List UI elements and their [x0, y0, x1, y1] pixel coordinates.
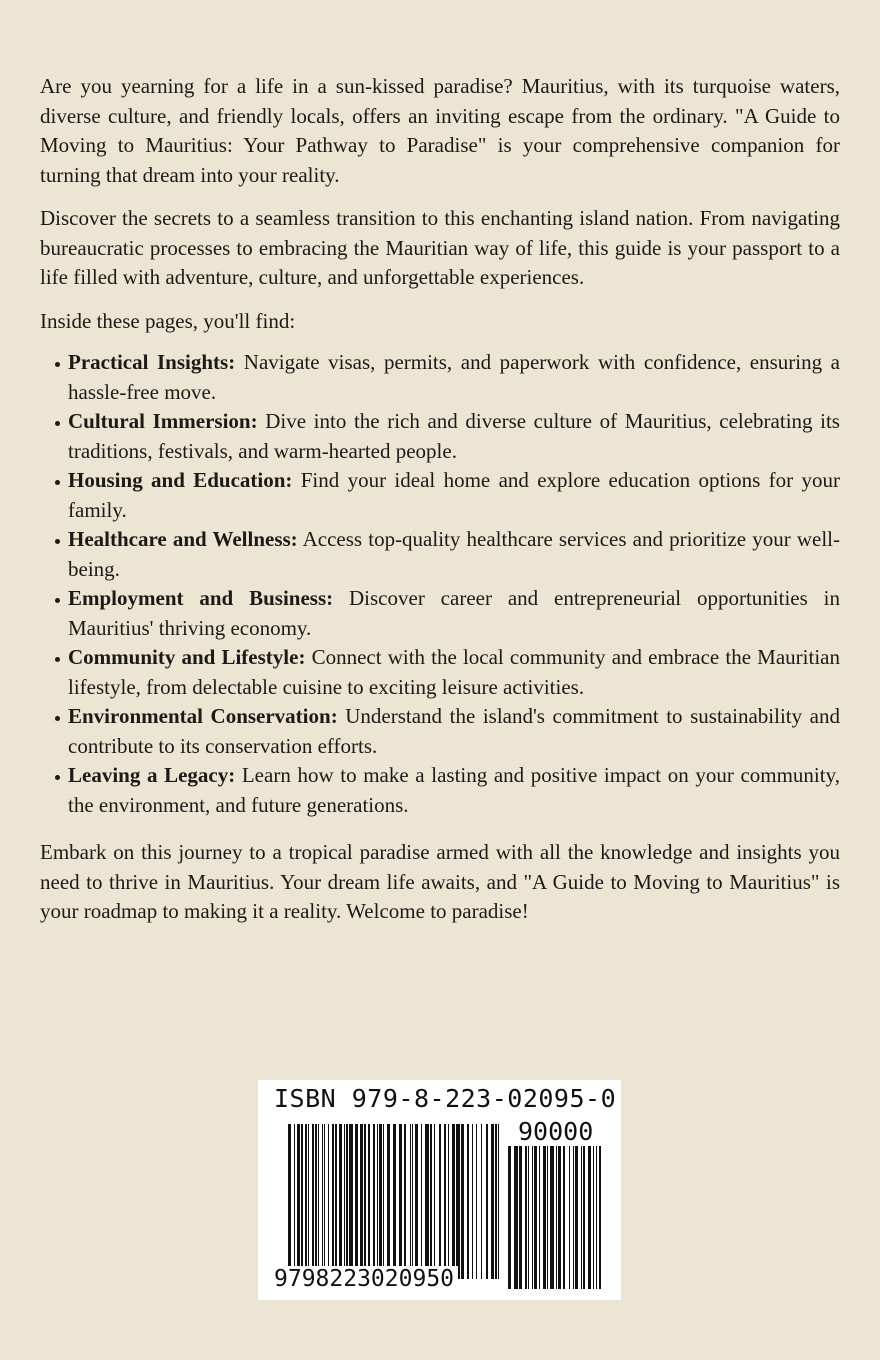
barcode-bar [448, 1124, 449, 1279]
barcode-bar [322, 1124, 323, 1279]
feature-item [40, 584, 840, 643]
barcode-bar [486, 1124, 488, 1279]
barcode-bar [349, 1124, 353, 1279]
barcode-bar [434, 1124, 435, 1279]
feature-title: Environmental Conservation: [68, 704, 338, 728]
feature-title: Employment and Business: [68, 586, 334, 610]
isbn-label: ISBN 979-8-223-02095-0 [274, 1084, 617, 1113]
barcode-bar [547, 1146, 548, 1289]
barcode-bar [514, 1146, 518, 1289]
barcode-bar [588, 1146, 591, 1289]
barcode-bar [528, 1146, 529, 1289]
barcode-bar [573, 1146, 574, 1289]
barcode-bar [599, 1146, 601, 1289]
barcode-bar [301, 1124, 303, 1279]
barcode-bar [308, 1124, 309, 1279]
barcode-bar [596, 1146, 597, 1289]
barcode-bar [324, 1124, 325, 1279]
barcode-bar [379, 1124, 382, 1279]
barcode-bar [452, 1124, 455, 1279]
barcode-bar [543, 1146, 546, 1289]
feature-title: Leaving a Legacy: [68, 763, 236, 787]
feature-text: Find your ideal home and explore education options for your family. [68, 468, 840, 522]
barcode-bar [439, 1124, 441, 1279]
barcode-bar [425, 1124, 429, 1279]
price-code: 90000 [518, 1117, 594, 1146]
barcode-bar [491, 1124, 494, 1279]
barcode-bar [364, 1124, 366, 1279]
barcode-bar [519, 1146, 522, 1289]
barcode-bar [383, 1124, 384, 1279]
barcode-bar [539, 1146, 540, 1289]
feature-text: Dive into the rich and diverse culture of Mauritius, celebrating its traditions, festivals, and warm-hearted people. [68, 409, 840, 463]
barcode-bar [563, 1146, 565, 1289]
feature-list [40, 348, 840, 820]
barcode-bar [344, 1124, 345, 1279]
barcode-bar [410, 1124, 411, 1279]
barcode-bar [534, 1146, 537, 1289]
barcode-bar [393, 1124, 396, 1279]
barcode-bar [297, 1124, 300, 1279]
feature-item [40, 761, 840, 820]
barcode-bar [318, 1124, 319, 1279]
barcode-bar [481, 1124, 482, 1279]
feature-title: Community and Lifestyle: [68, 645, 306, 669]
closing-paragraph: Embark on this journey to a tropical paradise armed with all the knowledge and insights you need to thrive in Mauritius. Your dream life awaits, and "A Guide to Moving to Mauritius" is your roadmap to making it a reality. Welcome to paradise! [40, 840, 840, 923]
discover-paragraph: Discover the secrets to a seamless transition to this enchanting island nation. From navigating bureaucratic processes to embracing the Mauritian way of life, this guide is your passport to a life filled with adventure, culture, and unforgettable experiences. [40, 206, 840, 289]
isbn-barcode [258, 1080, 621, 1300]
barcode-bar [556, 1146, 557, 1289]
barcode-bar [312, 1124, 314, 1279]
feature-title: Housing and Education: [68, 468, 293, 492]
barcode-bar [461, 1124, 464, 1279]
feature-text: Access top-quality healthcare services and prioritize your well-being. [68, 527, 840, 581]
barcode-bar [430, 1124, 432, 1279]
barcode-bar [508, 1146, 511, 1289]
barcode-bar [456, 1124, 460, 1279]
inside-heading: Inside these pages, you'll find: [40, 308, 296, 333]
barcode-bar [498, 1124, 499, 1279]
barcode-bar [328, 1124, 329, 1279]
barcode-bar [332, 1124, 334, 1279]
barcode-bar [583, 1146, 585, 1289]
barcode-bar [373, 1124, 375, 1279]
barcode-bar [355, 1124, 358, 1279]
barcode-bar [593, 1146, 594, 1289]
barcode-bar [569, 1146, 570, 1289]
barcode-bars-addon [508, 1146, 604, 1289]
barcode-bar [415, 1124, 418, 1279]
feature-text: Navigate visas, permits, and paperwork with confidence, ensuring a hassle-free move. [68, 350, 840, 404]
barcode-bar [399, 1124, 402, 1279]
feature-title: Practical Insights: [68, 350, 236, 374]
barcode-bar [315, 1124, 317, 1279]
barcode-bar [368, 1124, 370, 1279]
feature-item [40, 525, 840, 584]
barcode-bar [532, 1146, 533, 1289]
barcode-bar [581, 1146, 582, 1289]
barcode-bar [550, 1146, 554, 1289]
ean-digits: 9798223020950 [274, 1266, 458, 1292]
barcode-bar [421, 1124, 422, 1279]
feature-text: Connect with the local community and embrace the Mauritian lifestyle, from delectable cuisine to exciting leisure activities. [68, 645, 840, 699]
feature-item [40, 466, 840, 525]
feature-text: Learn how to make a lasting and positive impact on your community, the environment, and future generations. [68, 763, 840, 817]
barcode-bar [360, 1124, 363, 1279]
barcode-bar [525, 1146, 527, 1289]
barcode-bar [387, 1124, 390, 1279]
barcode-bar [558, 1146, 561, 1289]
barcode-bar [472, 1124, 473, 1279]
barcode-bar [476, 1124, 477, 1279]
feature-title: Cultural Immersion: [68, 409, 258, 433]
feature-text: Discover career and entrepreneurial opportunities in Mauritius' thriving economy. [68, 586, 840, 640]
barcode-bar [495, 1124, 497, 1279]
barcode-bar [575, 1146, 578, 1289]
feature-title: Healthcare and Wellness: [68, 527, 298, 551]
feature-text: Understand the island's commitment to sustainability and contribute to its conservation efforts. [68, 704, 840, 758]
feature-item [40, 348, 840, 407]
barcode-bar [377, 1124, 378, 1279]
barcode-bar [294, 1124, 295, 1279]
feature-item [40, 702, 840, 761]
barcode-bar [335, 1124, 337, 1279]
barcode-bar [305, 1124, 307, 1279]
barcode-bar [467, 1124, 469, 1279]
barcode-bar [444, 1124, 446, 1279]
barcode-bar [412, 1124, 413, 1279]
feature-item [40, 643, 840, 702]
barcode-bars-main [288, 1124, 500, 1279]
barcode-bar [339, 1124, 342, 1279]
barcode-bar [404, 1124, 406, 1279]
barcode-bar [288, 1124, 291, 1279]
barcode-bar [346, 1124, 348, 1279]
back-cover-text [40, 72, 840, 941]
feature-item [40, 407, 840, 466]
intro-paragraph: Are you yearning for a life in a sun-kissed paradise? Mauritius, with its turquoise waters, diverse culture, and friendly locals, offers an inviting escape from the ordinary. "A Guide to Moving to Mauritius: Your Pathway to Paradise" is your comprehensive companion for turning that dream into your reality. [40, 74, 840, 187]
